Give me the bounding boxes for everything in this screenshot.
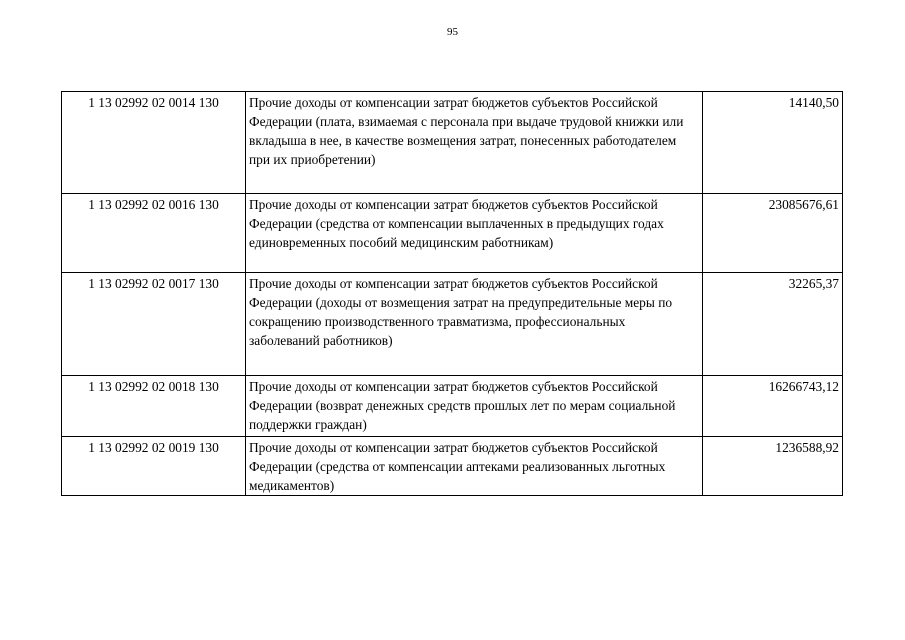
revenue-description: Прочие доходы от компенсации затрат бюджетов субъектов Российской Федерации (средства от компенсации выплаченных в предыдущих годах единовременных пособий медицинским работникам) bbox=[246, 194, 703, 273]
table-row bbox=[62, 194, 843, 273]
revenue-description: Прочие доходы от компенсации затрат бюджетов субъектов Российской Федерации (возврат денежных средств прошлых лет по мерам социальной поддержки граждан) bbox=[246, 376, 703, 437]
revenue-description: Прочие доходы от компенсации затрат бюджетов субъектов Российской Федерации (средства от компенсации аптеками реализованных льготных медикаментов) bbox=[246, 437, 703, 496]
revenue-table bbox=[61, 91, 843, 496]
revenue-amount: 1236588,92 bbox=[703, 437, 843, 496]
classification-code: 1 13 02992 02 0014 130 bbox=[62, 92, 246, 194]
classification-code: 1 13 02992 02 0018 130 bbox=[62, 376, 246, 437]
revenue-description: Прочие доходы от компенсации затрат бюджетов субъектов Российской Федерации (плата, взимаемая с персонала при выдаче трудовой книжки или вкладыша в нее, в качестве возмещения затрат, понесенных работодателем при их приобретении) bbox=[246, 92, 703, 194]
revenue-amount: 32265,37 bbox=[703, 273, 843, 376]
classification-code: 1 13 02992 02 0019 130 bbox=[62, 437, 246, 496]
revenue-description: Прочие доходы от компенсации затрат бюджетов субъектов Российской Федерации (доходы от возмещения затрат на предупредительные меры по сокращению производственного травматизма, профессиональных заболеваний работников) bbox=[246, 273, 703, 376]
page-number: 95 bbox=[447, 26, 458, 38]
table-row bbox=[62, 92, 843, 194]
table-row bbox=[62, 376, 843, 437]
revenue-amount: 16266743,12 bbox=[703, 376, 843, 437]
revenue-amount: 14140,50 bbox=[703, 92, 843, 194]
revenue-amount: 23085676,61 bbox=[703, 194, 843, 273]
table-row bbox=[62, 273, 843, 376]
table-row bbox=[62, 437, 843, 496]
classification-code: 1 13 02992 02 0017 130 bbox=[62, 273, 246, 376]
classification-code: 1 13 02992 02 0016 130 bbox=[62, 194, 246, 273]
